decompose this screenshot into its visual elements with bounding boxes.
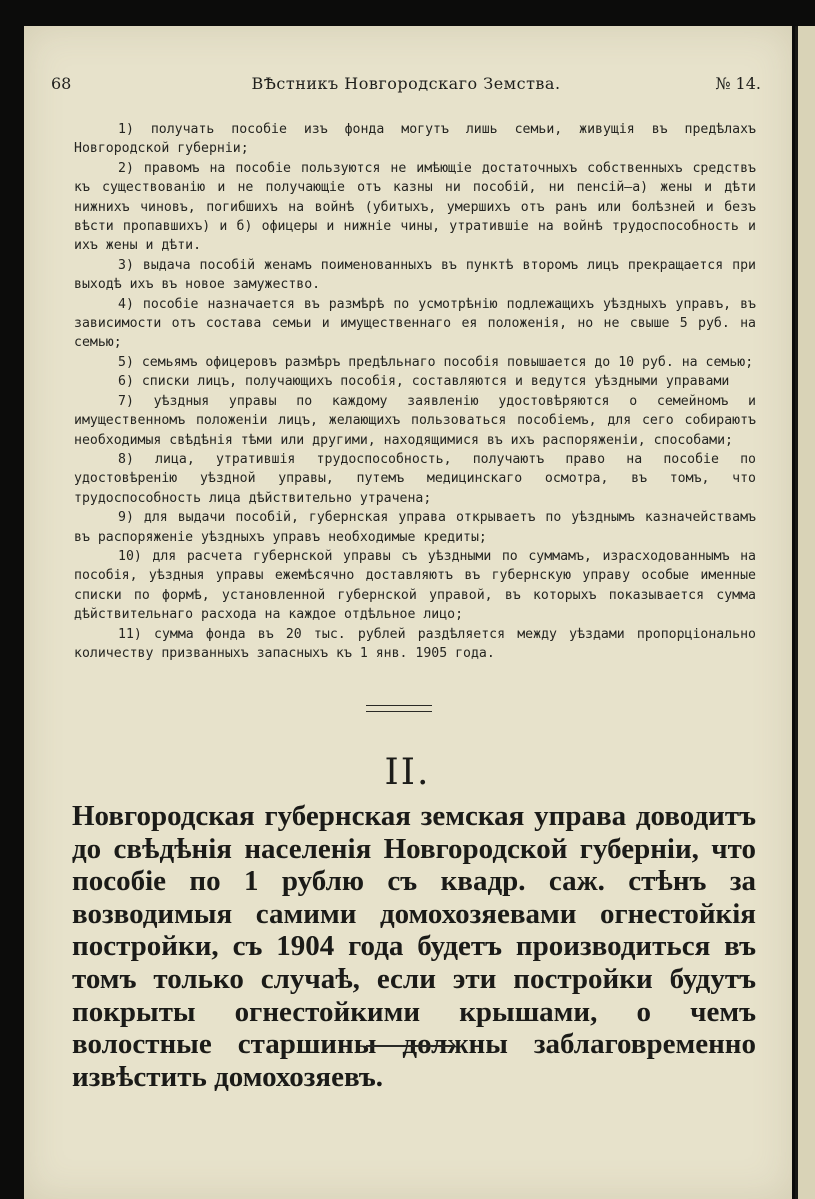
list-item: 4) пособіе назначается въ размѣрѣ по усмотрѣнію подлежащихъ уѣздныхъ управъ, въ зависимости отъ состава семьи и имущественнаго ея положенія, но не свыше 5 руб. на семью; [74,296,756,351]
next-page-edge [795,26,815,1199]
list-item: 10) для расчета губернской управы съ уѣздными по суммамъ, израсходованнымъ на пособія, уѣздныя управы ежемѣсячно доставляютъ въ губернскую управу особые именные списки по формѣ, установленной губернской управой, въ которыхъ показывается сумма дѣйствительнаго расхода на каждое отдѣльное лицо; [74,548,756,623]
list-item: 6) списки лицъ, получающихъ пособія, составляются и ведутся уѣздными управами [118,374,730,390]
regulation-list [74,120,756,663]
page-number: 68 [51,74,72,93]
section-heading: II. [384,752,431,793]
journal-title: ВѢстникъ Новгородскаго Земства. [251,74,561,93]
section-divider [366,705,432,712]
list-item: 3) выдача пособій женамъ поименованныхъ въ пунктѣ второмъ лицъ прекращается при выходѣ ихъ въ новое замужество. [74,257,756,293]
issue-number: № 14. [715,74,761,93]
list-item: 9) для выдачи пособій, губернская управа открываетъ по уѣзднымъ казначействамъ въ распоряженіе уѣздныхъ управъ необходимые кредиты; [74,510,756,545]
list-item: 2) правомъ на пособіе пользуются не имѣющіе достаточныхъ собственныхъ средствъ къ существованію и не получающіе отъ казны ни пособій, ни пенсій—а) жены и дѣти нижнихъ чиновъ, погибшихъ на войнѣ (убитыхъ, умершихъ отъ ранъ или болѣзней и безъ вѣсти пропавшихъ) и б) офицеры и нижніе чины, утратившіе на войнѣ трудоспособность и ихъ жены и дѣти. [74,160,756,254]
list-item: 5) семьямъ офицеровъ размѣръ предѣльнаго пособія повышается до 10 руб. на семью; [118,354,754,370]
running-header [51,74,761,98]
closing-rule [366,1045,454,1047]
list-item: 7) уѣздныя управы по каждому заявленію удостовѣряются о семейномъ и имущественномъ положеніи лицъ, желающихъ пользоваться пособіемъ, для сего собираютъ необходимыя свѣдѣнія тѣми или другими, находящимися въ ихъ распоряженіи, способами; [74,393,756,448]
list-item: 8) лица, утратившія трудоспособность, получаютъ право на пособіе по удостовѣренію уѣздной управы, путемъ медицинскаго осмотра, въ томъ, что трудоспособность лица дѣйствительно утрачена; [74,451,756,506]
announcement-text: Новгородская губернская земская управа доводитъ до свѣдѣнія населенія Новгородской губерніи, что пособіе по 1 рублю съ квадр. саж. стѣнъ за возводимыя самими домохозяевами огнестойкія постройки, съ 1904 года будетъ производиться въ томъ только случаѣ, если эти постройки будутъ покрыты огнестойкими крышами, о чемъ волостные старшины должны заблаговременно извѣстить домохозяевъ. [72,800,756,1093]
list-item: 1) получать пособіе изъ фонда могутъ лишь семьи, живущія въ предѣлахъ Новгородской губерніи; [74,122,756,157]
list-item: 11) сумма фонда въ 20 тыс. рублей раздѣляется между уѣздами пропорціонально количеству призванныхъ запасныхъ къ 1 янв. 1905 года. [74,626,756,661]
